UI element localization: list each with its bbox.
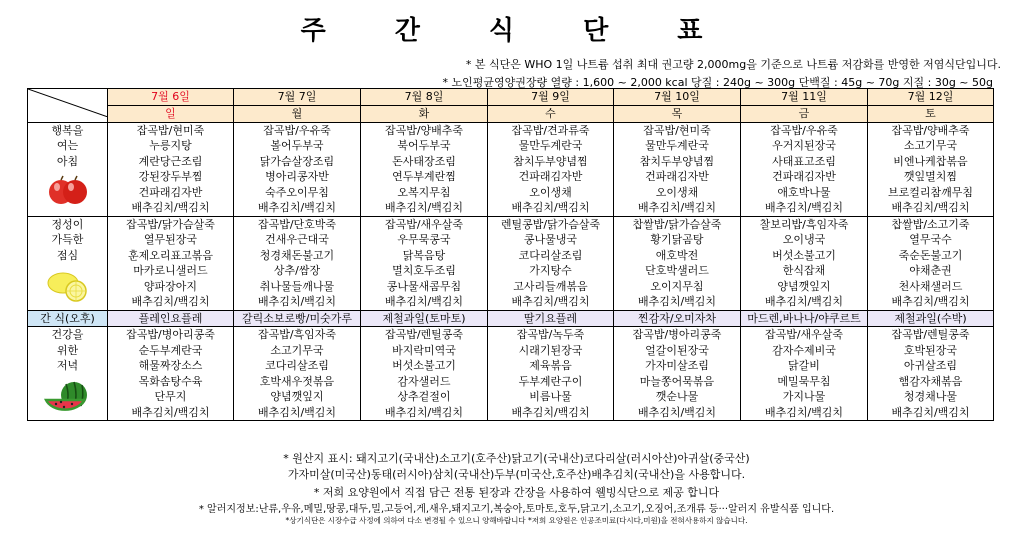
menu-item: 잡곡밥/렌틸콩죽 xyxy=(384,328,464,341)
menu-item: 잡곡밥/현미죽 xyxy=(136,123,205,137)
day-cell: 토 xyxy=(868,105,994,122)
label-line: 점심 xyxy=(56,248,79,262)
label-line: 위한 xyxy=(56,343,79,357)
watermelon-icon xyxy=(44,380,92,416)
breakfast-row xyxy=(28,122,994,216)
menu-item: 잡곡밥/새우살죽 xyxy=(764,328,844,341)
day-cell: 일 xyxy=(108,105,234,122)
menu-item: 가자미살조림 xyxy=(645,359,709,372)
lemon-icon xyxy=(46,269,90,303)
dinner-label xyxy=(28,327,108,421)
lunch-row xyxy=(28,216,994,310)
menu-item: 사태표고조림 xyxy=(772,154,836,168)
menu-item: 배추김치/백김치 xyxy=(891,201,970,214)
menu-item: 우거지된장국 xyxy=(772,139,836,152)
menu-item: 콩나물새콤무침 xyxy=(386,279,462,293)
dinner-day-6 xyxy=(868,327,994,421)
snack-cell: 마드렌,바나나/야쿠르트 xyxy=(741,310,868,327)
menu-item: 잡곡밥/녹두죽 xyxy=(516,328,585,341)
sauce-note: * 저희 요양원에서 직접 담근 전통 된장과 간장을 사용하여 웰빙식단으로 제공 합니다 xyxy=(313,486,720,499)
menu-item: 소고기무국 xyxy=(270,343,324,357)
menu-item: 배추김치/백김치 xyxy=(131,405,210,419)
menu-item: 잡곡밥/병아리콩죽 xyxy=(126,328,215,341)
menu-item: 닭복음탕 xyxy=(402,248,446,262)
label-line: 정성이 xyxy=(51,217,84,231)
menu-item: 배추김치/백김치 xyxy=(131,201,210,214)
lunch-day-1 xyxy=(234,216,361,310)
menu-item: 상추/쌈장 xyxy=(273,264,321,277)
menu-item: 볼어두부국 xyxy=(270,139,324,152)
menu-item: 찹쌀밥/닭가슴살죽 xyxy=(632,217,722,231)
date-cell: 7월 12일 xyxy=(868,89,994,106)
menu-item: 건파래김자반 xyxy=(645,170,709,183)
menu-item: 호박된장국 xyxy=(903,343,958,357)
menu-item: 배추김치/백김치 xyxy=(637,295,717,308)
menu-item: 배추김치/백김치 xyxy=(891,295,970,308)
snack-cell: 갈릭소보로빵/미숫가루 xyxy=(234,310,361,327)
date-cell: 7월 7일 xyxy=(234,89,361,106)
menu-item: 해물짜장소스 xyxy=(138,359,203,372)
menu-item: 두부계란구이 xyxy=(518,374,583,388)
menu-item: 코다리살조림 xyxy=(265,359,329,372)
menu-item: 닭가슴살장조림 xyxy=(259,154,335,168)
menu-item: 감자수제비국 xyxy=(772,343,836,357)
breakfast-label xyxy=(28,122,108,216)
menu-item: 잡곡밥/렌틸콩죽 xyxy=(891,328,970,341)
day-row xyxy=(28,105,994,122)
menu-item: 비름나물 xyxy=(529,390,572,403)
breakfast-day-0 xyxy=(108,122,234,216)
menu-item: 버섯소불고기 xyxy=(772,248,836,262)
origin-note-cont: 가자미살(미국산)동태(러시아)삼치(국내산)두부(미국산,호주산)배추김치(국내산)을 사용합니다. xyxy=(287,468,746,481)
lunch-day-2 xyxy=(361,216,488,310)
menu-item: 잡곡밥/우유죽 xyxy=(770,123,838,137)
date-row xyxy=(28,89,994,106)
menu-item: 취나물들깨나물 xyxy=(259,279,335,293)
menu-item: 오이생채 xyxy=(529,185,572,199)
diagonal-line xyxy=(28,89,108,117)
sodium-note: * 본 식단은 WHO 1일 나트륨 섭취 최대 권고량 2,000mg을 기준으로 나트륨 저감화를 반영한 저염식단입니다. xyxy=(465,58,1001,71)
menu-item: 건파래김자반 xyxy=(518,170,583,183)
dinner-day-1 xyxy=(234,327,361,421)
menu-item: 참치두부양념찜 xyxy=(513,154,588,168)
lunch-day-3 xyxy=(488,216,614,310)
label-line: 행복을 xyxy=(51,123,84,137)
menu-item: 죽순돈불고기 xyxy=(898,248,963,262)
menu-item: 강된장두부찜 xyxy=(138,170,203,183)
menu-item: 호박새우젓볶음 xyxy=(259,374,335,388)
lunch-day-5 xyxy=(741,216,868,310)
lunch-label xyxy=(28,216,108,310)
corner-cell xyxy=(28,89,108,123)
date-cell: 7월 6일 xyxy=(108,89,234,106)
menu-item: 배추김치/백김치 xyxy=(384,405,464,419)
menu-item: 잡곡밥/견과류죽 xyxy=(511,123,590,137)
dinner-day-0 xyxy=(108,327,234,421)
menu-item: 소고기무국 xyxy=(903,139,958,152)
dinner-row xyxy=(28,327,994,421)
menu-item: 돈사태장조림 xyxy=(392,154,456,168)
page-title: 주 간 식 단 표 xyxy=(300,16,733,46)
allergy-note: * 알러지정보:난류,우유,메밀,땅콩,대두,밀,고등어,게,새우,돼지고기,복숭아,토마토,호두,닭고기,소고기,오징어,조개류 등···알러지 유발식품 입니다. xyxy=(198,504,835,515)
label-line: 여는 xyxy=(56,139,79,152)
menu-item: 오이생채 xyxy=(655,185,699,199)
menu-item: 닭갈비 xyxy=(788,359,820,372)
breakfast-day-6 xyxy=(868,122,994,216)
label-line: 저녁 xyxy=(56,359,79,372)
menu-item: 배추김치/백김치 xyxy=(637,405,717,419)
origin-note: * 원산지 표시: 돼지고기(국내산)소고기(호주산)닭고기(국내산)코다리살(러시아산)아귀살(중국산) xyxy=(283,452,750,465)
menu-item: 배추김치/백김치 xyxy=(511,201,590,214)
menu-item: 배추김치/백김치 xyxy=(511,295,590,308)
menu-item: 찹쌀밥/소고기죽 xyxy=(891,217,970,231)
menu-item: 마늘쫑어묵볶음 xyxy=(639,374,715,388)
menu-item: 배추김치/백김치 xyxy=(257,201,337,214)
apple-icon xyxy=(46,175,90,205)
breakfast-day-4 xyxy=(614,122,741,216)
snack-cell: 제철과일(토마토) xyxy=(361,310,488,327)
menu-item: 단호박샐러드 xyxy=(645,264,709,277)
menu-item: 목화솜탕수육 xyxy=(138,374,203,388)
menu-item: 잡곡밥/양배추죽 xyxy=(891,123,970,137)
menu-item: 멸치호두조림 xyxy=(392,264,456,277)
menu-item: 숙주오이무침 xyxy=(265,185,329,199)
menu-item: 감자샐러드 xyxy=(397,374,451,388)
snack-cell: 딸기요플레 xyxy=(488,310,614,327)
menu-item: 배추김치/백김치 xyxy=(637,201,717,214)
label-line: 건강을 xyxy=(51,328,84,341)
lunch-day-6 xyxy=(868,216,994,310)
label-line: 아침 xyxy=(56,154,79,168)
menu-item: 우무묵콩국 xyxy=(397,233,451,246)
snack-label: 간 식(오후) xyxy=(28,310,108,327)
menu-item: 잡곡밥/병아리콩죽 xyxy=(632,328,722,341)
menu-item: 참치두부양념찜 xyxy=(639,154,715,168)
menu-item: 배추김치/백김치 xyxy=(764,201,844,214)
menu-item: 애호박나물 xyxy=(777,185,831,199)
menu-item: 상추겉절이 xyxy=(397,390,451,403)
menu-item: 가지나물 xyxy=(782,390,826,403)
menu-item: 코다리살조림 xyxy=(518,248,583,262)
breakfast-day-5 xyxy=(741,122,868,216)
day-cell: 목 xyxy=(614,105,741,122)
menu-item: 잡곡밥/새우살죽 xyxy=(384,217,464,231)
menu-item: 깻순나물 xyxy=(655,390,699,403)
menu-item: 황기닭곰탕 xyxy=(650,233,704,246)
menu-item: 단무지 xyxy=(154,390,187,403)
menu-item: 야채춘권 xyxy=(909,264,952,277)
day-cell: 월 xyxy=(234,105,361,122)
lunch-day-0 xyxy=(108,216,234,310)
menu-item: 제육볶음 xyxy=(529,359,572,372)
menu-item: 열무된장국 xyxy=(143,233,198,246)
menu-item: 아귀살조림 xyxy=(903,359,958,372)
menu-item: 물만두계란국 xyxy=(645,139,709,152)
menu-item: 배추김치/백김치 xyxy=(764,295,844,308)
menu-item: 오이지무침 xyxy=(650,279,704,293)
label-line: 가득한 xyxy=(51,233,84,246)
disclaimer-note: *상기식단은 시장수급 사정에 의하여 다소 변경될 수 있으니 양해바랍니다 *저희 요양원은 인공조미료(다시다,미원)을 전혀사용하지 않습니다. xyxy=(285,516,748,525)
dinner-day-4 xyxy=(614,327,741,421)
menu-item: 브로컬리참깨무침 xyxy=(887,185,973,199)
date-cell: 7월 10일 xyxy=(614,89,741,106)
weekly-menu-table xyxy=(27,88,994,421)
menu-item: 건새우근대국 xyxy=(265,233,329,246)
menu-item: 한식잡채 xyxy=(782,264,826,277)
nutrition-note: * 노인평균영양권장량 열량 : 1,600 ~ 2,000 kcal 당질 : 240g ~ 300g 단백질 : 45g ~ 70g 지질 : 30g ~ 50g xyxy=(442,76,993,89)
menu-item: 순두부계란국 xyxy=(138,343,203,357)
menu-item: 건파래김자반 xyxy=(772,170,836,183)
day-cell: 금 xyxy=(741,105,868,122)
menu-item: 잡곡밥/양배추죽 xyxy=(384,123,464,137)
lunch-day-4 xyxy=(614,216,741,310)
menu-item: 연두부계란찜 xyxy=(392,170,456,183)
snack-row xyxy=(28,310,994,327)
menu-item: 배추김치/백김치 xyxy=(131,295,210,308)
menu-item: 누릉지탕 xyxy=(149,139,192,152)
menu-item: 열무국수 xyxy=(909,233,952,246)
menu-item: 얼갈이된장국 xyxy=(645,343,709,357)
menu-item: 훈제오리표고볶음 xyxy=(127,248,213,262)
menu-item: 애호박전 xyxy=(655,248,699,262)
menu-item: 병아리콩자반 xyxy=(265,170,329,183)
dinner-day-5 xyxy=(741,327,868,421)
menu-item: 잡곡밥/단호박죽 xyxy=(257,217,337,231)
menu-item: 오복지무침 xyxy=(397,185,451,199)
menu-item: 청경채나물 xyxy=(903,390,958,403)
menu-item: 깻잎멸치찜 xyxy=(903,170,958,183)
date-cell: 7월 8일 xyxy=(361,89,488,106)
menu-item: 청경채돈불고기 xyxy=(259,248,335,262)
breakfast-day-3 xyxy=(488,122,614,216)
date-cell: 7월 9일 xyxy=(488,89,614,106)
day-cell: 수 xyxy=(488,105,614,122)
dinner-day-2 xyxy=(361,327,488,421)
menu-item: 잡곡밥/닭가슴살죽 xyxy=(126,217,215,231)
menu-item: 찰보리밥/흑임자죽 xyxy=(759,217,849,231)
menu-item: 양념깻잎지 xyxy=(270,390,324,403)
menu-item: 햄감자채볶음 xyxy=(898,374,963,388)
dinner-day-3 xyxy=(488,327,614,421)
menu-item: 배추김치/백김치 xyxy=(764,405,844,419)
menu-item: 천사채샐러드 xyxy=(898,279,963,293)
menu-item: 배추김치/백김치 xyxy=(384,295,464,308)
breakfast-day-1 xyxy=(234,122,361,216)
menu-item: 배추김치/백김치 xyxy=(257,405,337,419)
snack-cell: 제철과일(수박) xyxy=(868,310,994,327)
menu-item: 고사리들깨볶음 xyxy=(513,279,588,293)
menu-item: 오이냉국 xyxy=(782,233,826,246)
menu-item: 양념깻잎지 xyxy=(777,279,831,293)
snack-cell: 찐감자/오미자차 xyxy=(614,310,741,327)
menu-item: 비엔나케찹볶음 xyxy=(893,154,968,168)
menu-item: 렌틸콩밥/닭가슴살죽 xyxy=(500,217,601,231)
menu-item: 잡곡밥/현미죽 xyxy=(643,123,711,137)
menu-item: 양파장아지 xyxy=(143,279,198,293)
menu-item: 배추김치/백김치 xyxy=(891,405,970,419)
menu-item: 건파래김자반 xyxy=(138,185,203,199)
menu-item: 버섯소불고기 xyxy=(392,359,456,372)
menu-item: 콩나물냉국 xyxy=(523,233,578,246)
menu-item: 배추김치/백김치 xyxy=(384,201,464,214)
menu-item: 배추김치/백김치 xyxy=(511,405,590,419)
menu-item: 가지탕수 xyxy=(529,264,572,277)
snack-cell: 플레인요플레 xyxy=(108,310,234,327)
menu-item: 시래기된장국 xyxy=(518,343,583,357)
menu-item: 마카로니샐러드 xyxy=(133,264,208,277)
menu-item: 잡곡밥/흑임자죽 xyxy=(257,328,337,341)
breakfast-day-2 xyxy=(361,122,488,216)
menu-item: 바지락미역국 xyxy=(392,343,456,357)
menu-item: 북어두부국 xyxy=(397,139,451,152)
menu-item: 배추김치/백김치 xyxy=(257,295,337,308)
menu-item: 물만두계란국 xyxy=(518,139,583,152)
day-cell: 화 xyxy=(361,105,488,122)
menu-item: 메밀묵무침 xyxy=(777,374,831,388)
menu-item: 잡곡밥/우유죽 xyxy=(263,123,331,137)
date-cell: 7월 11일 xyxy=(741,89,868,106)
menu-item: 계란당근조림 xyxy=(138,154,203,168)
